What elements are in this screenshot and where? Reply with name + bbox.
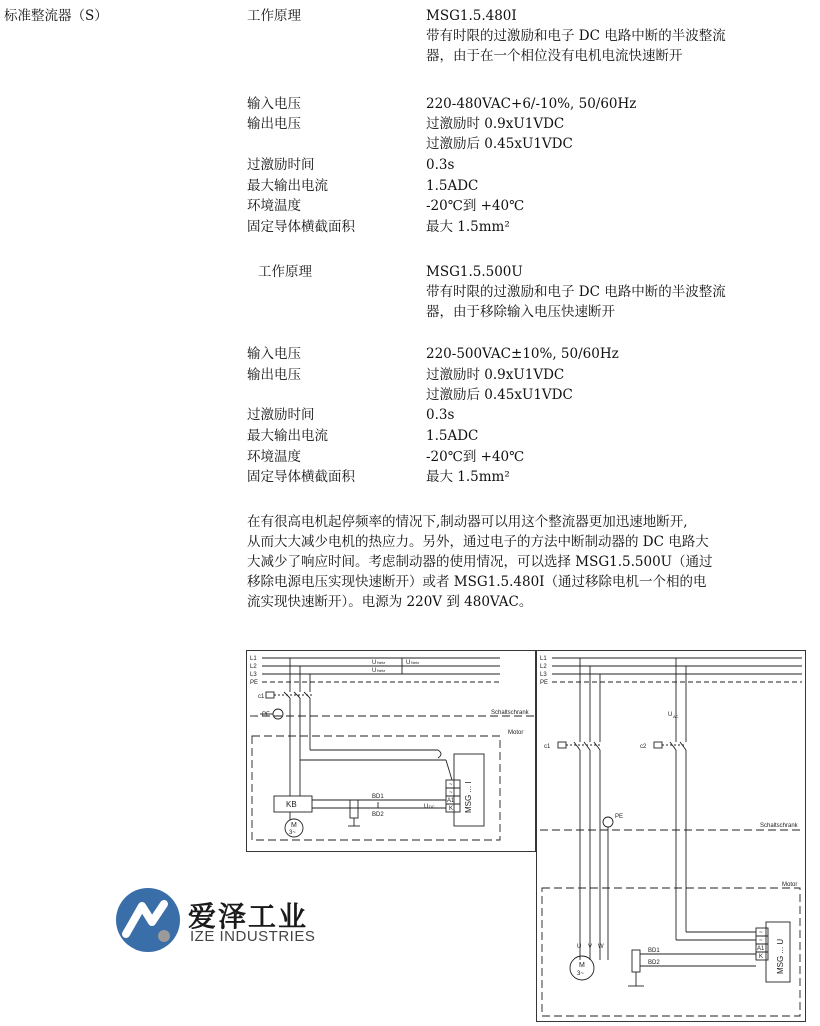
spec-label: 最大输出电流 (247, 178, 328, 194)
terminal-label: ~ (449, 782, 453, 788)
u-netz-label: U (372, 668, 377, 674)
kb-label: KB (286, 800, 297, 809)
line-label: L3 (250, 672, 257, 678)
terminal-label: ~ (759, 938, 763, 944)
uac-sub: AC (673, 714, 679, 719)
c2-label: c2 (640, 744, 647, 750)
model-name: MSG1.5.480I (426, 8, 517, 24)
phase-label: U (577, 944, 582, 950)
spec-value: 最大 1.5mm² (426, 469, 510, 485)
spec-label: 环境温度 (247, 198, 301, 214)
contactor-coil-c2 (654, 742, 662, 748)
spec-value: 1.5ADC (426, 178, 479, 194)
motor-boundary (252, 736, 500, 840)
u-netz-label: U (372, 660, 377, 666)
spec-label: 输出电压 (247, 116, 301, 132)
terminal-label: A1 (757, 946, 765, 952)
spec-value: 过激励时 0.9xU1VDC (426, 116, 565, 132)
pe-ground-symbol (273, 709, 283, 719)
spec-label: 过激励时间 (247, 407, 315, 423)
spec-value: 过激励后 0.45xU1VDC (426, 136, 573, 152)
contactor-coil-c1 (558, 742, 566, 748)
spec-value: -20℃到 +40℃ (426, 449, 525, 465)
principle-label: 工作原理 (247, 8, 301, 24)
line-label: L1 (250, 656, 257, 662)
model-name: MSG1.5.500U (426, 264, 523, 280)
u-netz-label: U (406, 660, 411, 666)
paragraph-line: 大减少了响应时间。考虑制动器的使用情况，可以选择 MSG1.5.500U（通过 (247, 554, 713, 570)
motor-phase-label: 3~ (577, 971, 584, 977)
pe-ground-symbol (603, 817, 613, 827)
motor-phase-label: 3~ (289, 830, 296, 836)
description-paragraph (247, 512, 803, 612)
line-label: L2 (250, 664, 257, 670)
wiring-diagram-msg-u (536, 650, 806, 1022)
paragraph-line: 移除电源电压实现快速断开）或者 MSG1.5.480I（通过移除电机一个相的电 (247, 574, 707, 590)
terminal-label: ~ (759, 930, 763, 936)
spec-label: 过激励时间 (247, 157, 315, 173)
bd1-label: BD1 (648, 948, 660, 954)
spec-label: 固定导体横截面积 (247, 219, 355, 235)
spec-label: 固定导体横截面积 (247, 469, 355, 485)
terminal-label: K (449, 806, 454, 812)
cabinet-label: Schaltschrank (491, 710, 529, 716)
paragraph-line: 在有很高电机起停频率的情况下,制动器可以用这个整流器更加迅速地断开, (247, 514, 688, 530)
description-line: 器，由于移除输入电压快速断开 (426, 304, 615, 320)
description-line: 带有时限的过激励和电子 DC 电路中断的半波整流 (426, 28, 726, 44)
line-label: PE (540, 680, 549, 686)
pe-label: PE (262, 712, 271, 718)
u-netz-sub: Netz (377, 660, 386, 665)
u-netz-sub: Netz (377, 668, 386, 673)
spec-value: -20℃到 +40℃ (426, 198, 525, 214)
spec-value: 过激励时 0.9xU1VDC (426, 367, 565, 383)
msg-label: MSG ... U (776, 938, 785, 974)
msg-label: MSG ... I (464, 781, 473, 813)
pe-label: PE (615, 814, 624, 820)
line-label: L3 (540, 672, 547, 678)
section-title: 标准整流器（S） (4, 8, 108, 24)
motor-m-label: M (291, 822, 297, 829)
spec-value: 0.3s (426, 407, 455, 423)
cabinet-label: Schaltschrank (760, 823, 798, 829)
uac-label: U (668, 712, 673, 718)
bd2-label: BD2 (648, 960, 660, 966)
motor-label: Motor (508, 730, 524, 736)
spec-label: 环境温度 (247, 449, 301, 465)
terminal-label: K (759, 954, 764, 960)
line-label: L2 (540, 664, 547, 670)
spec-value: 0.3s (426, 157, 455, 173)
udc-sub: DC (429, 804, 435, 809)
spec-label: 输入电压 (247, 96, 301, 112)
description-line: 带有时限的过激励和电子 DC 电路中断的半波整流 (426, 284, 726, 300)
motor-m-label: M (579, 962, 585, 969)
c1-label: c1 (544, 744, 551, 750)
line-label: PE (250, 680, 259, 686)
ize-logo-icon (112, 884, 184, 956)
phase-label: V (588, 944, 593, 950)
terminal-label: A1 (447, 798, 455, 804)
logo-chinese-text: 爱泽工业 (188, 901, 309, 932)
line-label: L1 (540, 656, 547, 662)
principle-label: 工作原理 (258, 264, 312, 280)
contactor-coil (266, 692, 274, 698)
spec-value: 最大 1.5mm² (426, 219, 510, 235)
phase-label: W (598, 944, 604, 950)
spec-value: 220-480VAC+6/-10%, 50/60Hz (426, 96, 637, 112)
terminal-label: ~ (449, 790, 453, 796)
spec-label: 输入电压 (247, 346, 301, 362)
bd1-label: BD1 (372, 794, 384, 800)
u-netz-sub: Netz (411, 660, 420, 665)
paragraph-line: 流实现快速断开）。电源为 220V 到 480VAC。 (247, 594, 533, 610)
spec-value: 220-500VAC±10%, 50/60Hz (426, 346, 619, 362)
spec-label: 最大输出电流 (247, 428, 328, 444)
udc-label: U (424, 804, 429, 810)
description-line: 器，由于在一个相位没有电机电流快速断开 (426, 48, 683, 64)
c1-label: c1 (258, 694, 265, 700)
spec-value: 1.5ADC (426, 428, 479, 444)
logo-english-text: IZE INDUSTRIES (190, 928, 316, 945)
wiring-diagram-msg-i (246, 650, 536, 852)
spec-label: 输出电压 (247, 367, 301, 383)
spec-value: 过激励后 0.45xU1VDC (426, 387, 573, 403)
motor-label: Motor (782, 882, 798, 888)
paragraph-line: 从而大大减少电机的热应力。另外，通过电子的方法中断制动器的 DC 电路大 (247, 534, 709, 550)
bd2-label: BD2 (372, 812, 384, 818)
